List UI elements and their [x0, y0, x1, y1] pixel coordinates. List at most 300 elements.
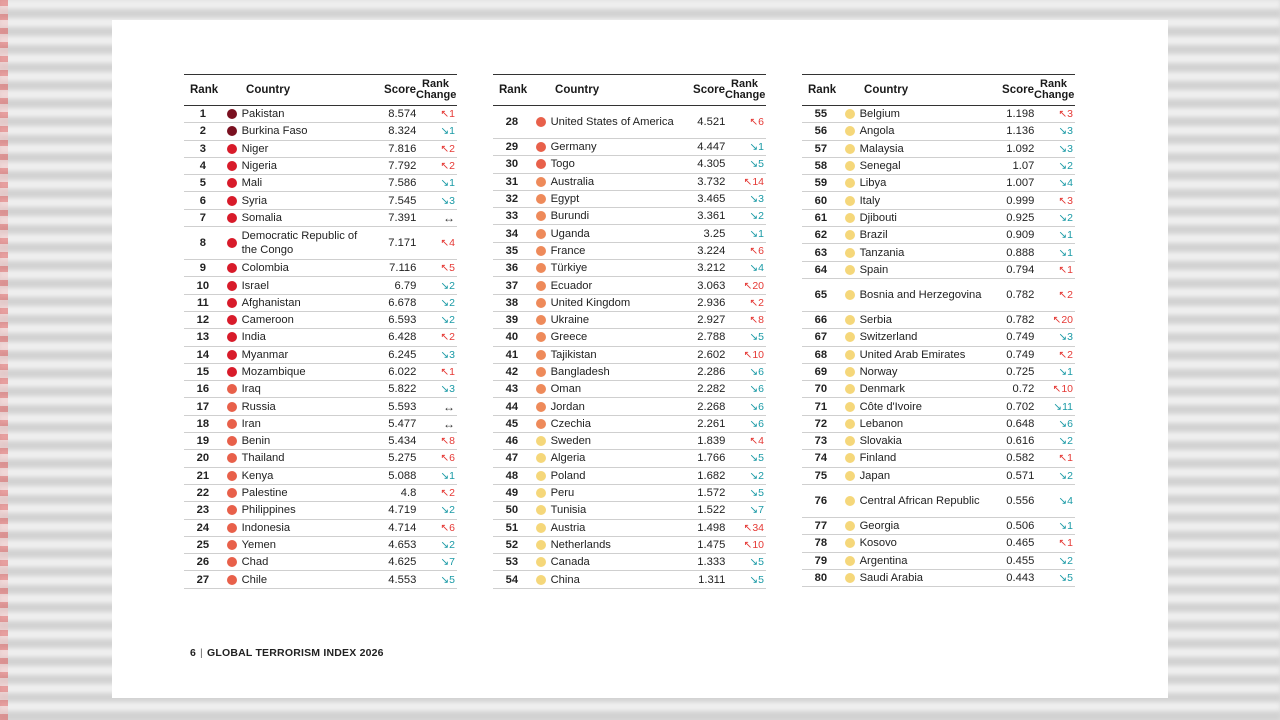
rank-change-cell: ↘2 [1058, 554, 1074, 567]
table-row [802, 485, 1075, 518]
score-category-dot [536, 523, 546, 533]
table-row [493, 191, 766, 208]
score-category-dot [227, 350, 237, 360]
arrow-down-right-icon: ↘ [440, 504, 450, 517]
score-cell: 5.088 [388, 469, 417, 482]
rank-change-cell: ↘6 [1058, 417, 1074, 430]
score-category-dot [227, 178, 237, 188]
rank-cell: 15 [196, 366, 210, 378]
rank-change-cell: ↖2 [440, 142, 456, 155]
country-cell: Slovakia [859, 435, 902, 448]
score-category-dot [536, 246, 546, 256]
country-cell: Japan [859, 469, 891, 482]
country-cell: Russia [241, 400, 276, 413]
score-cell: 8.574 [388, 108, 417, 121]
table-row [493, 260, 766, 277]
score-category-dot [536, 281, 546, 291]
score-category-dot [536, 315, 546, 325]
score-cell: 3.224 [697, 244, 726, 257]
rank-cell: 9 [199, 262, 206, 275]
arrow-down-right-icon: ↘ [440, 538, 450, 551]
table-row [802, 450, 1075, 467]
rank-change-cell: ↘7 [749, 504, 765, 517]
score-cell: 4.521 [697, 116, 726, 128]
rank-cell: 40 [505, 331, 519, 344]
rank-cell: 80 [814, 571, 828, 584]
country-cell: Uganda [550, 227, 590, 240]
score-category-dot [536, 453, 546, 463]
arrow-up-left-icon: ↖ [440, 160, 450, 173]
score-category-dot [227, 263, 237, 273]
score-cell: 1.136 [1006, 125, 1035, 138]
header-country: Country [246, 84, 291, 96]
header-rank: Rank [190, 84, 219, 96]
rank-change-cell: ↘2 [1058, 469, 1074, 482]
arrow-down-right-icon: ↘ [1058, 366, 1068, 378]
arrow-down-right-icon: ↘ [440, 125, 450, 138]
country-cell: Côte d'Ivoire [859, 400, 923, 413]
score-cell: 0.616 [1006, 435, 1035, 448]
rank-cell: 65 [814, 288, 828, 301]
score-cell: 1.766 [697, 452, 726, 465]
rank-change-cell: ↘2 [749, 210, 765, 223]
rank-cell: 5 [199, 177, 206, 190]
score-cell: 3.063 [697, 279, 726, 292]
score-cell: 2.282 [697, 383, 726, 396]
score-category-dot [536, 177, 546, 187]
table-row [802, 312, 1075, 329]
country-cell: Sweden [550, 435, 592, 448]
rank-cell: 1 [199, 108, 206, 121]
rank-change-cell: ↘2 [440, 296, 456, 309]
rank-change-cell: ↖2 [440, 487, 456, 500]
score-category-dot [227, 557, 237, 567]
rank-change-cell: ↖2 [440, 331, 456, 344]
arrow-down-right-icon: ↘ [440, 469, 450, 482]
score-cell: 2.936 [697, 296, 726, 309]
score-category-dot [845, 556, 855, 566]
score-category-dot [227, 367, 237, 377]
table-row [493, 225, 766, 242]
table-row [493, 174, 766, 191]
score-category-dot [536, 367, 546, 377]
table-row [802, 518, 1075, 535]
table-row [184, 347, 457, 364]
arrow-down-right-icon: ↘ [1058, 211, 1068, 224]
arrow-up-left-icon: ↖ [440, 142, 450, 155]
table-row [493, 381, 766, 398]
country-cell: Tanzania [859, 246, 905, 259]
rank-cell: 74 [814, 452, 828, 465]
rank-change-cell: ↘3 [1058, 142, 1074, 155]
score-category-dot [227, 213, 237, 223]
score-category-dot [227, 575, 237, 585]
rank-cell: 56 [814, 125, 828, 138]
score-category-dot [227, 419, 237, 429]
arrow-up-left-icon: ↖ [1058, 288, 1068, 301]
country-cell: Algeria [550, 452, 586, 465]
score-cell: 4.653 [388, 538, 417, 551]
table-row [493, 312, 766, 329]
country-cell: Chile [241, 573, 268, 586]
rank-change-cell: ↖2 [440, 160, 456, 173]
score-category-dot [227, 523, 237, 533]
score-cell: 0.725 [1006, 366, 1035, 378]
country-cell: Pakistan [241, 108, 285, 121]
arrow-up-left-icon: ↖ [743, 538, 753, 551]
score-category-dot [536, 540, 546, 550]
arrow-down-right-icon: ↘ [1058, 177, 1068, 190]
country-cell: Spain [859, 263, 889, 276]
rank-cell: 28 [505, 116, 519, 128]
score-category-dot [845, 538, 855, 548]
arrow-up-left-icon: ↖ [1058, 452, 1068, 465]
table-row [493, 277, 766, 294]
score-cell: 0.556 [1006, 494, 1035, 507]
score-cell: 5.822 [388, 383, 417, 396]
rank-cell: 55 [814, 108, 828, 121]
table-row [802, 141, 1075, 158]
rank-cell: 76 [814, 494, 828, 507]
score-category-dot [227, 298, 237, 308]
table-row [493, 554, 766, 571]
ranking-table-3 [802, 74, 1075, 587]
score-category-dot [536, 402, 546, 412]
table-row [184, 260, 457, 277]
rank-cell: 51 [505, 521, 519, 534]
rank-change-cell: ↘3 [440, 194, 456, 207]
score-cell: 3.212 [697, 262, 726, 275]
score-category-dot [227, 471, 237, 481]
arrow-down-right-icon: ↘ [749, 556, 759, 569]
score-category-dot [845, 453, 855, 463]
rank-cell: 46 [505, 435, 519, 448]
table-row [493, 295, 766, 312]
table-row [184, 277, 457, 294]
table-row [184, 106, 457, 123]
rank-cell: 25 [196, 538, 210, 551]
arrow-up-left-icon: ↖ [743, 175, 753, 188]
arrow-up-left-icon: ↖ [1058, 108, 1068, 121]
score-category-dot [536, 505, 546, 515]
rank-change-cell: ↖10 [743, 538, 765, 551]
country-cell: Oman [550, 383, 582, 396]
table-row [184, 520, 457, 537]
rank-cell: 62 [814, 229, 828, 242]
rank-change-cell: ↘1 [749, 227, 765, 240]
arrow-down-right-icon: ↘ [1058, 554, 1068, 567]
table-row [802, 210, 1075, 227]
score-cell: 8.324 [388, 125, 417, 138]
score-cell: 6.593 [388, 314, 417, 327]
rank-cell: 60 [814, 194, 828, 207]
arrow-up-left-icon: ↖ [440, 237, 450, 250]
score-cell: 0.782 [1006, 288, 1035, 301]
arrow-up-left-icon: ↖ [749, 116, 759, 128]
rank-change-cell: ↖1 [1058, 263, 1074, 276]
arrow-down-right-icon: ↘ [1058, 571, 1068, 584]
score-cell: 1.839 [697, 435, 726, 448]
rank-change-cell: ↘6 [749, 417, 765, 430]
rank-change-cell: ↘2 [440, 279, 456, 292]
rank-cell: 79 [814, 554, 828, 567]
country-cell: Saudi Arabia [859, 571, 924, 584]
score-cell: 1.007 [1006, 177, 1035, 190]
header-rank: Rank [499, 84, 528, 96]
rank-change-cell: ↘7 [440, 556, 456, 569]
arrow-down-right-icon: ↘ [749, 417, 759, 430]
rank-change-cell: ↘6 [749, 400, 765, 413]
table-row [493, 364, 766, 381]
rank-change-cell: ↘5 [1058, 571, 1074, 584]
table-row [184, 364, 457, 381]
table-row [493, 243, 766, 260]
table-row [184, 312, 457, 329]
rank-change-cell: ↘5 [440, 573, 456, 586]
table-row [184, 329, 457, 346]
score-cell: 3.732 [697, 175, 726, 188]
table-row [184, 381, 457, 398]
rank-cell: 20 [196, 452, 210, 465]
rank-cell: 2 [199, 125, 206, 138]
score-cell: 6.428 [388, 331, 417, 344]
rank-change-cell: ↘1 [749, 141, 765, 154]
country-cell: Cameroon [241, 314, 294, 327]
rank-change-cell: ↘4 [1058, 177, 1074, 190]
score-cell: 0.999 [1006, 194, 1035, 207]
arrow-down-right-icon: ↘ [1058, 417, 1068, 430]
rank-cell: 19 [196, 435, 210, 448]
table-row [184, 227, 457, 260]
score-category-dot [536, 229, 546, 239]
rank-cell: 4 [199, 160, 206, 173]
rank-cell: 45 [505, 417, 519, 430]
arrow-down-right-icon: ↘ [440, 279, 450, 292]
country-cell: Egypt [550, 193, 580, 206]
table-row [802, 433, 1075, 450]
country-cell: Iran [241, 417, 261, 430]
country-cell: Germany [550, 141, 597, 154]
arrow-up-left-icon: ↖ [440, 331, 450, 344]
rank-cell: 52 [505, 538, 519, 551]
country-cell: Afghanistan [241, 296, 301, 309]
score-cell: 0.455 [1006, 554, 1035, 567]
score-cell: 0.782 [1006, 314, 1035, 327]
score-cell: 7.171 [388, 237, 417, 250]
score-cell: 1.198 [1006, 108, 1035, 121]
country-cell: Israel [241, 279, 269, 292]
rank-cell: 24 [196, 521, 210, 534]
arrow-down-right-icon: ↘ [749, 141, 759, 154]
score-category-dot [845, 213, 855, 223]
country-cell: United Arab Emirates [859, 348, 966, 361]
arrow-down-right-icon: ↘ [749, 331, 759, 344]
rank-change-cell: ↔ [443, 399, 456, 414]
rank-cell: 38 [505, 296, 519, 309]
document-page [112, 20, 1168, 698]
table-row [493, 468, 766, 485]
arrow-down-right-icon: ↘ [1058, 142, 1068, 155]
score-cell: 3.465 [697, 193, 726, 206]
arrow-up-left-icon: ↖ [749, 435, 759, 448]
score-cell: 1.498 [697, 521, 726, 534]
rank-change-cell: ↘5 [749, 158, 765, 171]
table-row [184, 398, 457, 415]
arrow-up-left-icon: ↖ [440, 521, 450, 534]
rank-cell: 70 [814, 383, 828, 396]
rank-change-cell: ↘3 [1058, 331, 1074, 344]
table-row [184, 433, 457, 450]
country-cell: Nigeria [241, 160, 278, 173]
rank-cell: 69 [814, 366, 828, 378]
header-country: Country [864, 84, 909, 96]
rank-change-cell: ↘6 [749, 366, 765, 378]
score-cell: 0.443 [1006, 571, 1035, 584]
country-cell: Malaysia [859, 142, 904, 155]
country-cell: Italy [859, 194, 881, 207]
arrow-down-right-icon: ↘ [749, 158, 759, 171]
country-cell: Senegal [859, 160, 901, 173]
arrow-up-left-icon: ↖ [440, 435, 450, 448]
country-cell: Serbia [859, 314, 892, 327]
rank-change-cell: ↘1 [440, 177, 456, 190]
score-category-dot [845, 471, 855, 481]
table-row [493, 485, 766, 502]
score-category-dot [845, 109, 855, 119]
arrow-down-right-icon: ↘ [749, 193, 759, 206]
score-category-dot [536, 117, 546, 127]
score-category-dot [845, 496, 855, 506]
country-cell: Tajikistan [550, 348, 597, 361]
table-row [184, 468, 457, 485]
rank-change-cell: ↘3 [749, 193, 765, 206]
table-row [184, 554, 457, 571]
table-row [802, 381, 1075, 398]
arrow-down-right-icon: ↘ [749, 573, 759, 586]
score-category-dot [845, 144, 855, 154]
rank-change-cell: ↘2 [1058, 435, 1074, 448]
rank-change-cell: ↖2 [1058, 288, 1074, 301]
arrow-down-right-icon: ↘ [749, 210, 759, 223]
score-category-dot [227, 281, 237, 291]
arrow-down-right-icon: ↘ [1058, 331, 1068, 344]
arrow-down-right-icon: ↘ [440, 348, 450, 361]
score-cell: 2.261 [697, 417, 726, 430]
rank-change-cell: ↘4 [1058, 494, 1074, 507]
table-header [184, 74, 457, 106]
score-cell: 2.602 [697, 348, 726, 361]
rank-change-cell: ↖6 [749, 244, 765, 257]
score-category-dot [845, 315, 855, 325]
rank-cell: 78 [814, 537, 828, 550]
rank-cell: 12 [196, 314, 210, 327]
table-row [493, 156, 766, 173]
table-row [802, 398, 1075, 415]
arrow-up-left-icon: ↖ [1052, 383, 1062, 396]
rank-change-cell: ↘1 [1058, 229, 1074, 242]
table-row [493, 537, 766, 554]
country-cell: Tunisia [550, 504, 587, 517]
rank-change-cell: ↖1 [1058, 537, 1074, 550]
score-cell: 1.311 [698, 573, 726, 586]
rank-change-cell: ↖20 [743, 279, 765, 292]
score-cell: 4.305 [697, 158, 726, 171]
score-cell: 6.79 [394, 279, 417, 292]
arrow-down-right-icon: ↘ [1058, 520, 1068, 533]
table-row [802, 106, 1075, 123]
country-cell: Ecuador [550, 279, 593, 292]
header-rank-change: Rank Change [725, 78, 766, 101]
score-category-dot [227, 384, 237, 394]
country-cell: Togo [550, 158, 575, 171]
country-cell: Brazil [859, 229, 888, 242]
rank-cell: 17 [196, 400, 210, 413]
arrow-up-left-icon: ↖ [1058, 348, 1068, 361]
score-cell: 0.749 [1006, 331, 1035, 344]
score-category-dot [536, 159, 546, 169]
rank-change-cell: ↘11 [1053, 400, 1074, 413]
rank-cell: 26 [196, 556, 210, 569]
country-cell: France [550, 244, 586, 257]
score-cell: 0.888 [1006, 246, 1035, 259]
page-number: 6 [190, 647, 197, 659]
rank-cell: 39 [505, 314, 519, 327]
table-row [802, 158, 1075, 175]
rank-change-cell: ↖3 [1058, 194, 1074, 207]
score-cell: 1.092 [1006, 142, 1035, 155]
rank-change-cell: ↘2 [440, 504, 456, 517]
rank-change-cell: ↘1 [1058, 246, 1074, 259]
rank-cell: 36 [505, 262, 519, 275]
rank-change-cell: ↖8 [749, 314, 765, 327]
rank-cell: 11 [196, 296, 209, 309]
arrow-down-right-icon: ↘ [1058, 160, 1068, 173]
score-category-dot [845, 367, 855, 377]
rank-change-cell: ↘1 [1058, 520, 1074, 533]
rank-change-cell: ↖2 [1058, 348, 1074, 361]
country-cell: Djibouti [859, 211, 897, 224]
arrow-down-right-icon: ↘ [1058, 125, 1068, 138]
arrow-down-right-icon: ↘ [749, 366, 759, 378]
arrow-down-right-icon: ↘ [1058, 435, 1068, 448]
score-category-dot [845, 350, 855, 360]
arrow-up-left-icon: ↖ [440, 452, 450, 465]
arrow-up-left-icon: ↖ [440, 487, 450, 500]
arrow-down-right-icon: ↘ [1058, 469, 1068, 482]
arrow-down-right-icon: ↘ [440, 556, 450, 569]
score-cell: 7.586 [388, 177, 417, 190]
score-category-dot [845, 265, 855, 275]
rank-cell: 6 [199, 194, 206, 207]
country-cell: Türkiye [550, 262, 588, 275]
table-row [184, 123, 457, 140]
rank-cell: 23 [196, 504, 210, 517]
rank-change-cell: ↘5 [749, 556, 765, 569]
score-category-dot [536, 194, 546, 204]
rank-change-cell: ↖2 [749, 296, 765, 309]
arrow-down-right-icon: ↘ [749, 452, 759, 465]
arrow-up-left-icon: ↖ [1052, 314, 1062, 327]
country-cell: Myanmar [241, 348, 289, 361]
arrow-up-left-icon: ↖ [440, 366, 450, 378]
rank-change-cell: ↖10 [743, 348, 765, 361]
country-cell: Lebanon [859, 417, 904, 430]
score-category-dot [227, 436, 237, 446]
arrow-down-right-icon: ↘ [1058, 246, 1068, 259]
table-row [802, 553, 1075, 570]
score-category-dot [845, 126, 855, 136]
table-row [184, 537, 457, 554]
